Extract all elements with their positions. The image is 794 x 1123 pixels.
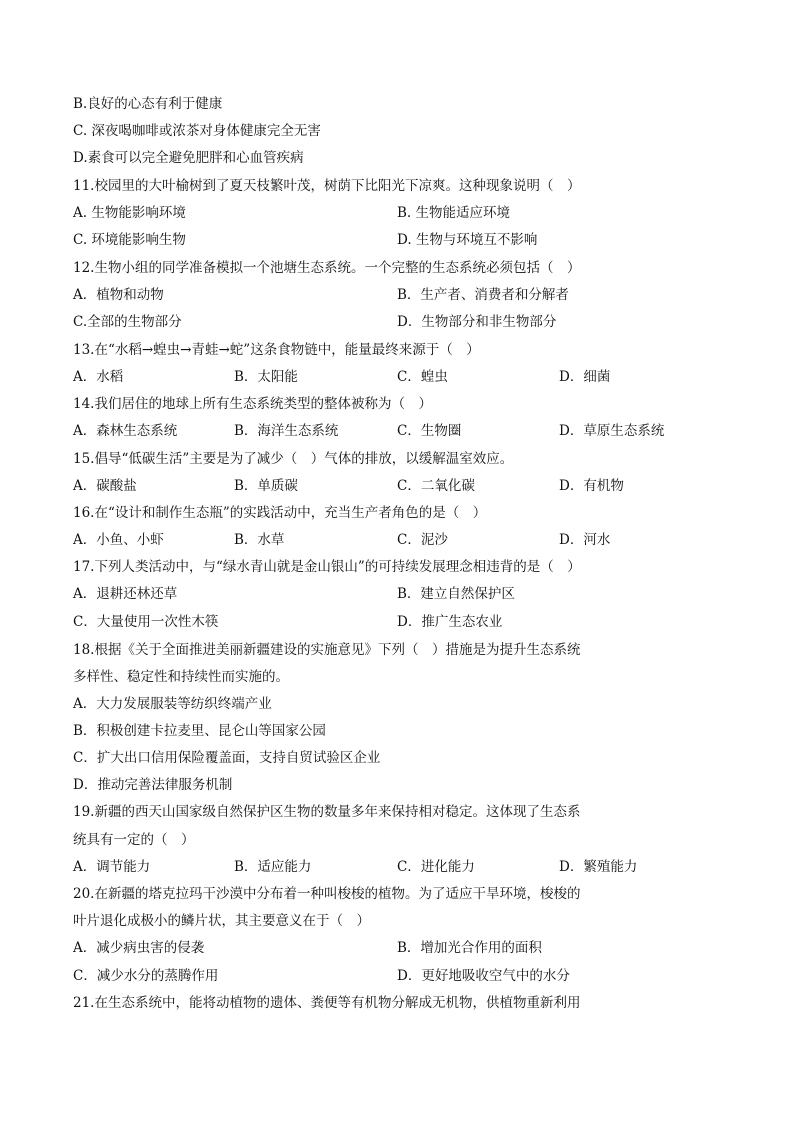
option-b: B．水草	[234, 532, 285, 548]
option-a: A．大力发展服装等纺织终端产业	[73, 696, 272, 712]
question-stem: 17.下列人类活动中，与“绿水青山就是金山银山”的可持续发展理念相违背的是（ ）	[73, 559, 581, 575]
option-a: A．小鱼、小虾	[73, 532, 164, 548]
option-c: C．减少水分的蒸腾作用	[73, 968, 219, 984]
option-b: B．适应能力	[234, 859, 312, 875]
question-stem: 16.在“设计和制作生态瓶”的实践活动中，充当生产者角色的是（ ）	[73, 505, 487, 521]
option-a: A．调节能力	[73, 859, 151, 875]
option-a: A．植物和动物	[73, 287, 164, 303]
option-c: C．生物圈	[397, 423, 462, 439]
option-d: D．草原生态系统	[559, 423, 665, 439]
option-d: D．河水	[559, 532, 611, 548]
question-stem: 20.在新疆的塔克拉玛干沙漠中分布着一种叫梭梭的植物。为了适应干旱环境，梭梭的	[73, 886, 581, 902]
question-stem-continued: 统具有一定的（ ）	[73, 832, 195, 848]
question-stem: 21.在生态系统中，能将动植物的遗体、粪便等有机物分解成无机物，供植物重新利用	[73, 995, 581, 1011]
option-d: D．推动完善法律服务机制	[73, 777, 233, 793]
option-a: A．减少病虫害的侵袭	[73, 940, 205, 956]
option-c: C．二氧化碳	[397, 478, 475, 494]
option-line: B.良好的心态有利于健康	[73, 96, 223, 112]
option-d: D．推广生态农业	[397, 614, 503, 630]
option-a: A. 生物能影响环境	[73, 205, 186, 221]
option-a: A．碳酸盐	[73, 478, 137, 494]
option-d: D．生物部分和非生物部分	[397, 314, 557, 330]
question-stem: 15.倡导“低碳生活”主要是为了减少（ ）气体的排放，以缓解温室效应。	[73, 451, 514, 467]
question-stem: 19.新疆的西天山国家级自然保护区生物的数量多年来保持相对稳定。这体现了生态系	[73, 804, 581, 820]
option-c: C.全部的生物部分	[73, 314, 182, 330]
option-d: D．有机物	[559, 478, 624, 494]
option-b: B．太阳能	[234, 369, 298, 385]
question-stem: 18.根据《关于全面推进美丽新疆建设的实施意见》下列（ ）措施是为提升生态系统	[73, 642, 581, 658]
question-stem: 13.在“水稻→蝗虫→青蛙→蛇”这条食物链中，能量最终来源于（ ）	[73, 342, 480, 358]
option-c: C．扩大出口信用保险覆盖面，支持自贸试验区企业	[73, 750, 381, 766]
option-c: C．泥沙	[397, 532, 448, 548]
option-a: A．退耕还林还草	[73, 586, 178, 602]
option-d: D. 生物与环境互不影响	[397, 232, 538, 248]
option-b: B. 生物能适应环境	[397, 205, 511, 221]
option-a: A．水稻	[73, 369, 124, 385]
option-b: B．增加光合作用的面积	[397, 940, 542, 956]
option-c: C．大量使用一次性木筷	[73, 614, 219, 630]
question-stem: 14.我们居住的地球上所有生态系统类型的整体被称为（ ）	[73, 396, 432, 412]
option-line: C. 深夜喝咖啡或浓茶对身体健康完全无害	[73, 123, 321, 139]
question-stem-continued: 多样性、稳定性和持续性而实施的。	[73, 669, 289, 685]
option-c: C. 环境能影响生物	[73, 232, 186, 248]
option-b: B．积极创建卡拉麦里、昆仑山等国家公园	[73, 723, 326, 739]
option-b: B．生产者、消费者和分解者	[397, 287, 569, 303]
option-b: B．建立自然保护区	[397, 586, 515, 602]
option-line: D.素食可以完全避免肥胖和心血管疾病	[73, 150, 304, 166]
option-d: D．繁殖能力	[559, 859, 638, 875]
option-c: C．进化能力	[397, 859, 475, 875]
question-stem: 11.校园里的大叶榆树到了夏天枝繁叶茂，树荫下比阳光下凉爽。这种现象说明（ ）	[73, 178, 581, 194]
question-stem: 12.生物小组的同学准备模拟一个池塘生态系统。一个完整的生态系统必须包括（ ）	[73, 260, 581, 276]
option-d: D．更好地吸收空气中的水分	[397, 968, 570, 984]
option-b: B．海洋生态系统	[234, 423, 339, 439]
option-a: A．森林生态系统	[73, 423, 178, 439]
option-d: D．细菌	[559, 369, 611, 385]
question-stem-continued: 叶片退化成极小的鳞片状，其主要意义在于（ ）	[73, 913, 370, 929]
option-c: C．蝗虫	[397, 369, 448, 385]
option-b: B．单质碳	[234, 478, 298, 494]
